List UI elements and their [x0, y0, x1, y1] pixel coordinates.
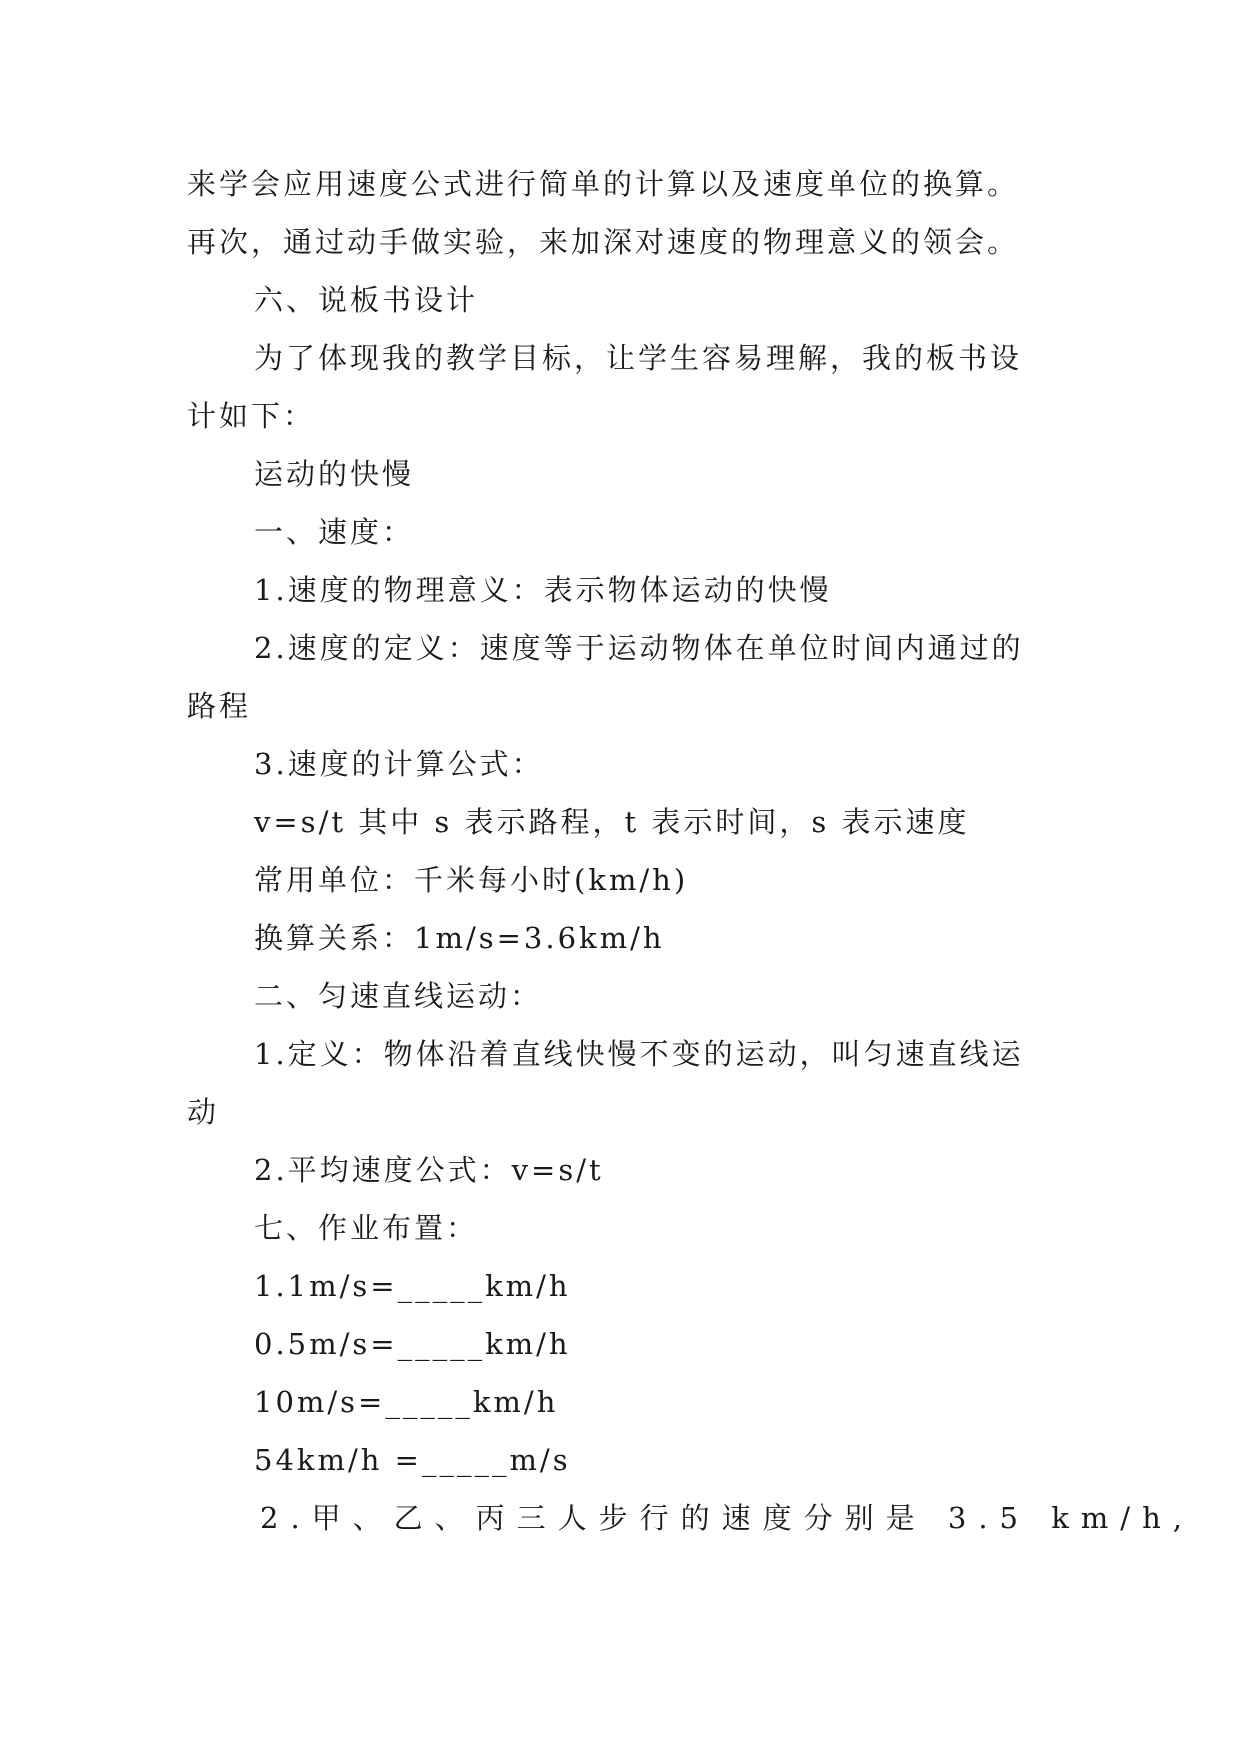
text-line-5: 计如下：	[187, 399, 316, 433]
homework-item-2: 2.甲、乙、丙三人步行的速度分别是 3.5 km/h,	[260, 1501, 1194, 1535]
board-item-units: 常用单位：千米每小时(km/h)	[254, 863, 689, 897]
board-item-formula: v=s/t 其中 s 表示路程，t 表示时间，s 表示速度	[254, 805, 970, 839]
text-line-2: 再次，通过动手做实验，来加深对速度的物理意义的领会。	[187, 225, 1020, 259]
text-line-4: 为了体现我的教学目标，让学生容易理解，我的板书设	[254, 341, 1023, 375]
board-title: 运动的快慢	[254, 457, 415, 491]
board-heading-uniform-motion: 二、匀速直线运动：	[254, 979, 543, 1013]
board-item-definition: 2.速度的定义：速度等于运动物体在单位时间内通过的	[254, 631, 1024, 665]
section-heading-board-design: 六、说板书设计	[254, 283, 479, 317]
board-item-uniform-definition: 1.定义：物体沿着直线快慢不变的运动，叫匀速直线运	[254, 1037, 1024, 1071]
board-item-uniform-definition-cont: 动	[187, 1095, 220, 1129]
section-heading-homework: 七、作业布置：	[254, 1211, 479, 1245]
text-line-1: 来学会应用速度公式进行简单的计算以及速度单位的换算。	[187, 167, 1020, 201]
board-item-conversion: 换算关系：1m/s=3.6km/h	[254, 921, 665, 955]
board-heading-speed: 一、速度：	[254, 515, 415, 549]
homework-item-1a: 1.1m/s=_____km/h	[254, 1269, 571, 1303]
board-item-definition-cont: 路程	[187, 689, 252, 723]
board-item-meaning: 1.速度的物理意义：表示物体运动的快慢	[254, 573, 832, 607]
board-item-formula-heading: 3.速度的计算公式：	[254, 747, 544, 781]
homework-item-1b: 0.5m/s=_____km/h	[254, 1327, 571, 1361]
homework-item-1d: 54km/h =_____m/s	[254, 1443, 571, 1477]
board-item-average-speed: 2.平均速度公式：v=s/t	[254, 1153, 604, 1187]
homework-item-1c: 10m/s=_____km/h	[254, 1385, 559, 1419]
